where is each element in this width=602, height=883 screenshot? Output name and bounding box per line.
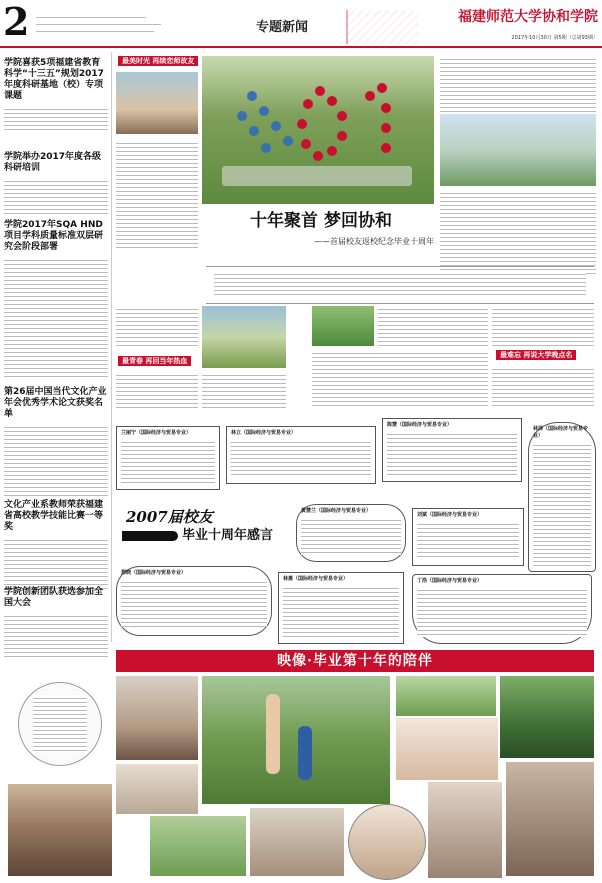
banner-title: 2007届校友 [126, 508, 213, 526]
gallery-photo-garden [396, 676, 496, 716]
photo-sports-field [202, 306, 286, 368]
article [4, 152, 108, 214]
gallery-photo-dance [150, 816, 246, 876]
text-block [202, 372, 286, 408]
section-tag: 最难忘 再说大学晚点名 [496, 350, 576, 360]
article [4, 500, 108, 589]
section-tag: 最青春 再回当年热血 [118, 356, 191, 366]
pen-icon [122, 531, 178, 541]
intro-box [206, 266, 594, 304]
quote-card [296, 504, 406, 562]
text-block [312, 350, 488, 408]
quote-author: 丁浩（国际经济与贸易专业） [417, 578, 483, 584]
quote-author: 林惠（国际经济与贸易专业） [283, 576, 349, 582]
gallery-photo-stairs [8, 784, 112, 876]
quote-card [382, 418, 522, 482]
feature-subheadline: ——首届校友返校纪念毕业十周年 [314, 237, 434, 246]
article [4, 387, 108, 496]
gallery-photo-football [202, 676, 390, 804]
article-title: 学院举办2017年度各级科研培训 [4, 152, 102, 173]
anniversary-banner [122, 508, 292, 558]
header-rule [0, 46, 602, 48]
quote-card [278, 572, 404, 644]
banner-subtitle: 毕业十周年感言 [182, 528, 274, 543]
article [4, 587, 108, 657]
header [0, 0, 602, 46]
article-title: 第26届中国当代文化产业年会优秀学术论文获奖名单 [4, 387, 107, 419]
section-title: 专题新闻 [256, 20, 309, 35]
article-title: 学院2017年SQA HND项目学科质量标准双层研究会阶段部署 [4, 220, 104, 252]
gallery-photo-cake [396, 718, 498, 780]
player-figure [298, 726, 312, 780]
date-line: 2017年10月30日 第5期（总第93期） [511, 35, 598, 41]
left-column [4, 52, 108, 692]
quote-card [528, 422, 596, 572]
header-ornament [346, 10, 418, 44]
quote-card [412, 574, 592, 644]
text-block [492, 366, 594, 408]
gallery-banner [116, 650, 594, 672]
article-title: 学院喜获5项福建省教育科学“十三五”规划2017年度科研基地（校）专项课题 [4, 58, 104, 101]
quote-author: 黄慧兰（国际经济与贸易专业） [301, 508, 372, 514]
text-block [440, 56, 596, 112]
article-title: 文化产业系教师荣获福建省高校教学技能比赛一等奖 [4, 500, 104, 532]
section-tag: 最美时光 再续恋师故友 [118, 56, 198, 66]
gallery-photo-group [250, 808, 344, 876]
text-block [116, 140, 198, 250]
quote-author: 郑晓（国际经济与贸易专业） [121, 570, 187, 576]
article-title: 学院创新团队获选参加全国大会 [4, 587, 104, 608]
photo-campus [440, 114, 596, 186]
quote-author: 林泽（国际经济与贸易专业） [533, 426, 589, 439]
quotes-section [116, 416, 596, 648]
article [4, 220, 108, 377]
header-info [36, 14, 176, 32]
text-block [116, 372, 198, 408]
gallery-title: 映像·毕业第十年的陪伴 [277, 653, 433, 669]
photo-main-group [202, 56, 434, 204]
masthead: 福建师范大学协和学院 [458, 9, 598, 25]
gallery-photo-hall [116, 764, 198, 814]
quote-card [116, 426, 220, 490]
quote-card [412, 508, 524, 566]
quote-card [226, 426, 376, 484]
gallery-photo-chat [428, 782, 502, 878]
gallery-photo-round [348, 804, 426, 880]
article [4, 58, 108, 130]
quote-author: 刘斌（国际经济与贸易专业） [417, 512, 483, 518]
quote-author: 林立（国际经济与贸易专业） [231, 430, 297, 436]
column-divider [111, 52, 112, 642]
quote-author: 兰丽宁（国际经济与贸易专业） [121, 430, 192, 436]
group-figures [202, 56, 434, 204]
gallery-photo [116, 676, 198, 760]
quote-card [116, 566, 272, 636]
quote-author: 陈慧（国际经济与贸易专业） [387, 422, 453, 428]
photo-group-small [116, 72, 198, 134]
gallery-intro-box [8, 676, 110, 770]
text-block [378, 306, 488, 346]
page-number: 2 [3, 0, 30, 44]
gallery-photo-tree [500, 676, 594, 758]
photo-banner-crowd [312, 306, 374, 346]
feature-headline: 十年聚首 梦回协和 [250, 211, 392, 231]
text-block [492, 306, 594, 346]
gallery-photo-hug [506, 762, 594, 876]
text-block [116, 306, 198, 346]
text-block [440, 190, 596, 276]
player-figure [266, 694, 280, 774]
